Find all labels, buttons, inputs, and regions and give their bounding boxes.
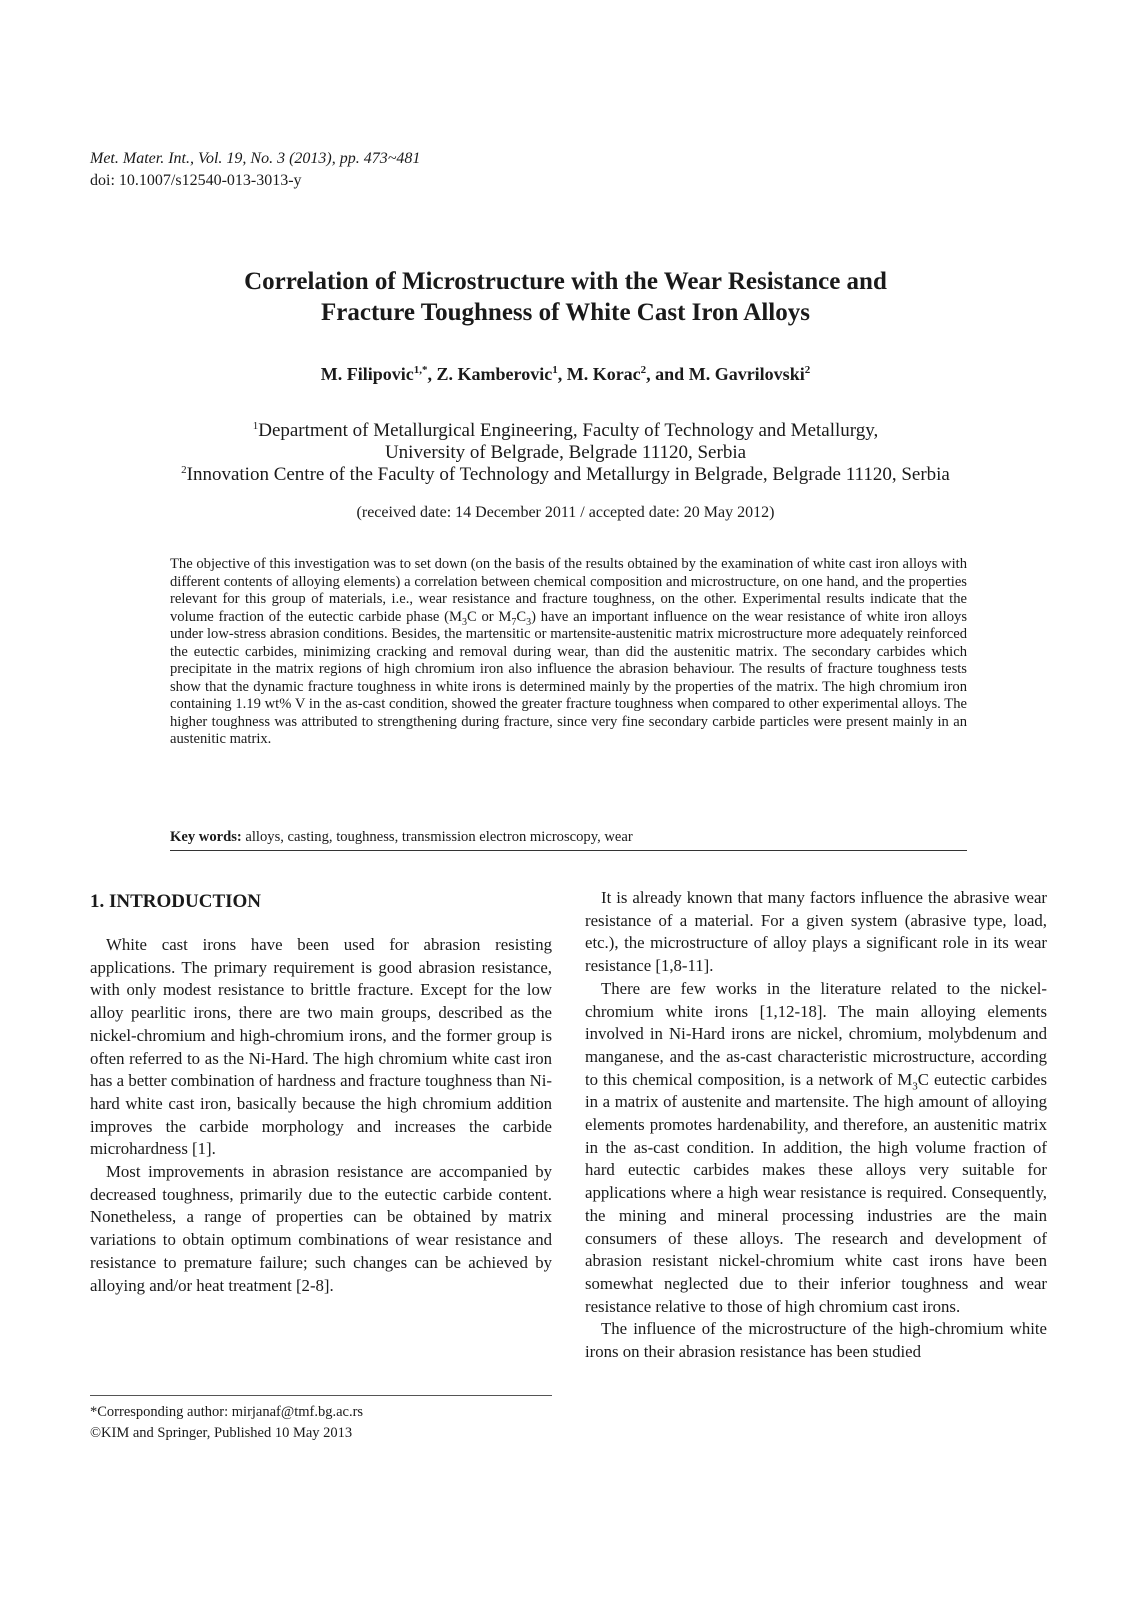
- affiliation-mark: 1: [252, 420, 259, 432]
- keywords-label: Key words:: [170, 829, 242, 845]
- footnote-divider: [90, 1395, 552, 1396]
- journal-header: [90, 148, 420, 192]
- title-line-1: Correlation of Microstructure with the Wear Resistance and: [244, 268, 887, 295]
- author-affiliation-mark: 1,*: [413, 364, 428, 376]
- paragraph: The influence of the microstructure of the high-chromium white irons on their abrasion resistance has been studied: [585, 1319, 1047, 1362]
- author-separator: , and: [646, 364, 689, 384]
- copyright-notice: ©KIM and Springer, Published 10 May 2013: [90, 1425, 353, 1441]
- paragraph: It is already known that many factors influence the abrasive wear resistance of a material. For a given system (abrasive type, load, etc.), the microstructure of alloy plays a significant role in its wear resistance [1,8-11].: [585, 888, 1047, 976]
- subscript: 3: [461, 616, 467, 628]
- right-column: [585, 887, 1047, 1364]
- affiliation-text: Innovation Centre of the Faculty of Technology and Metallurgy in Belgrade, Belgrade 11120, Serbia: [186, 464, 950, 485]
- author-name: M. Gavrilovski: [688, 364, 805, 384]
- author-separator: ,: [427, 364, 437, 384]
- keywords-text: alloys, casting, toughness, transmission electron microscopy, wear: [241, 829, 633, 845]
- paragraph: Most improvements in abrasion resistance are accompanied by decreased toughness, primarily due to the eutectic carbide content. Nonetheless, a range of properties can be obtained by matrix variations to obtain optimum combinations of wear resistance and resistance to premature failure; such changes can be achieved by alloying and/or heat treatment [2-8].: [90, 1162, 552, 1295]
- author-affiliation-mark: 1: [552, 364, 558, 376]
- affiliation-text: Department of Metallurgical Engineering, Faculty of Technology and Metallurgy,: [258, 420, 879, 441]
- paragraph-text: C eutectic carbides in a matrix of austenite and martensite. The high amount of alloying elements promotes hardenability, and therefore, an austenitic matrix in the as-cast condition. In addition, the high volume fraction of hard eutectic carbides makes these alloys very suitable for applications where a high wear resistance is required. Consequently, the mining and mineral processing industries are the main consumers of these alloys. The research and development of abrasion resistant nickel-chromium white cast irons have been somewhat neglected due to their inferior toughness and wear resistance relative to those of high chromium cast irons.: [585, 1069, 1047, 1316]
- paper-title: [90, 266, 1041, 328]
- abstract-text: C or M: [466, 608, 512, 625]
- doi: doi: 10.1007/s12540-013-3013-y: [90, 172, 302, 189]
- affiliation-1-line-2: University of Belgrade, Belgrade 11120, Serbia: [384, 442, 747, 463]
- section-heading: 1. INTRODUCTION: [90, 891, 262, 912]
- affiliation-1: [60, 420, 1071, 442]
- corresponding-author: *Corresponding author: mirjanaf@tmf.bg.ac.rs: [90, 1404, 364, 1420]
- subscript: 7: [511, 616, 517, 628]
- paragraph: [585, 978, 1047, 1319]
- received-accepted-dates: (received date: 14 December 2011 / accepted date: 20 May 2012): [356, 504, 775, 521]
- paragraph: White cast irons have been used for abrasion resisting applications. The primary requirement is good abrasion resistance, with only modest resistance to brittle fracture. Except for the low alloy pearlitic irons, there are two main groups, described as the nickel-chromium and high-chromium irons, and the former group is often referred to as the Ni-Hard. The high chromium white cast iron has a better combination of hardness and fracture toughness than Ni-hard white cast iron, basically because the high chromium addition improves the carbide morphology and increases the carbide microhardness [1].: [90, 935, 552, 1159]
- abstract-text: The objective of this investigation was to set down (on the basis of the results obtained by the examination of white cast iron alloys with different contents of alloying elements) a correlation between chemical composition and microstructure, on one hand, and the properties relevant for this group of materials, i.e., wear resistance and fracture toughness, on the other. Experimental results indicate that the volume fraction of the eutectic carbide phase (M: [170, 556, 967, 625]
- author-name: Z. Kamberovic: [436, 364, 553, 384]
- abstract-text: ) have an important influence on the wear resistance of white iron alloys under low-stress abrasion conditions. Besides, the martensitic or martensite-austenitic matrix microstructure more adequately reinforced the eutectic carbides, minimizing cracking and removal during wear, than did the austenitic matrix. The secondary carbides which precipitate in the matrix regions of high chromium iron also influence the abrasion behaviour. The results of fracture toughness tests show that the dynamic fracture toughness in white irons is determined mainly by the properties of the matrix. The high chromium iron containing 1.19 wt% V in the as-cast condition, showed the greater fracture toughness when compared to other experimental alloys. The higher toughness was attributed to strengthening during fracture, since very fine secondary carbide particles were present mainly in an austenitic matrix.: [170, 608, 967, 747]
- subscript: 3: [526, 616, 532, 628]
- author-affiliation-mark: 2: [640, 364, 647, 376]
- author-name: M. Filipovic: [320, 364, 414, 384]
- subscript: 3: [912, 1079, 918, 1092]
- abstract-divider: [170, 850, 967, 851]
- author-name: M. Korac: [566, 364, 641, 384]
- affiliation-2: [60, 464, 1071, 486]
- keywords: [170, 828, 967, 846]
- journal-citation: Met. Mater. Int., Vol. 19, No. 3 (2013), pp. 473~481: [90, 150, 421, 167]
- affiliations: [60, 420, 1071, 486]
- abstract-text: C: [516, 608, 527, 625]
- left-column: [90, 890, 552, 1297]
- footnotes: [90, 1402, 552, 1444]
- abstract: [170, 556, 967, 749]
- author-list: [90, 362, 1041, 386]
- author-separator: ,: [557, 364, 567, 384]
- paragraph-text: There are few works in the literature related to the nickel-chromium white irons [1,12-18]. The main alloying elements involved in Ni-Hard irons are nickel, chromium, molybdenum and manganese, and the as-cast characteristic microstructure, according to this chemical composition, is a network of M: [585, 978, 1047, 1089]
- title-line-2: Fracture Toughness of White Cast Iron Alloys: [321, 299, 810, 326]
- affiliation-mark: 2: [181, 464, 187, 476]
- author-affiliation-mark: 2: [804, 364, 811, 376]
